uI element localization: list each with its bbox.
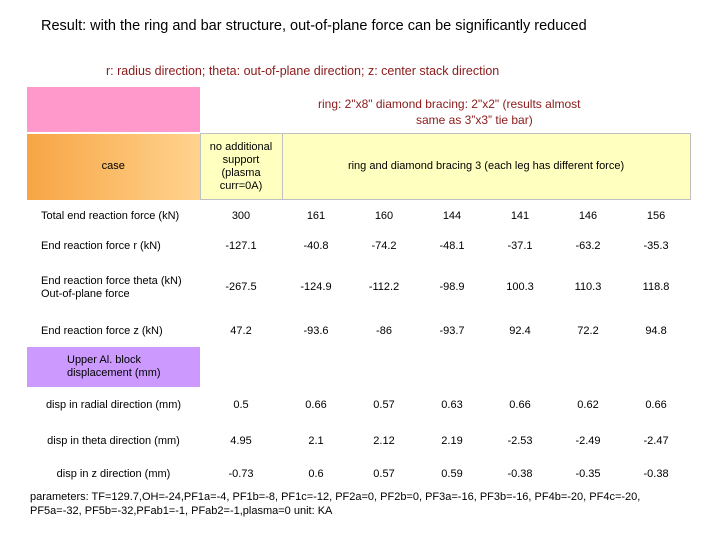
section-label: Upper Al. block displacement (mm) (27, 347, 200, 387)
row-label: End reaction force z (kN) (41, 325, 163, 337)
table-cell: 0.62 (577, 398, 599, 411)
ring-bracing-label (318, 96, 581, 128)
table-cell: -2.53 (507, 435, 533, 447)
table-cell: 144 (442, 210, 462, 223)
table-row (27, 317, 690, 347)
table-cell: -2.47 (643, 435, 669, 447)
ring-label-line-2: same as 3”x3” tie bar) (416, 113, 533, 127)
table-cell: 161 (306, 210, 326, 223)
row-label: Total end reaction force (kN) (41, 210, 180, 222)
table-cell: 4.95 (230, 435, 252, 447)
row-label: disp in radial direction (mm) (45, 398, 182, 411)
table-cell: 0.5 (233, 398, 249, 411)
table-row (27, 234, 690, 259)
table-cell: 100.3 (506, 281, 534, 293)
table-cell: 2.1 (308, 435, 324, 447)
table-cell: -93.7 (439, 325, 465, 337)
table-cell: -35.3 (643, 239, 669, 252)
table-cell: 0.66 (509, 398, 531, 411)
header-color-block (27, 87, 200, 132)
table-cell: -63.2 (575, 239, 601, 252)
section-spacer (200, 347, 690, 387)
row-label: disp in theta direction (mm) (47, 435, 180, 447)
table-row (27, 460, 690, 490)
direction-legend: r: radius direction; theta: out-of-plane direction; z: center stack direction (106, 64, 500, 78)
table-cell: 0.57 (373, 398, 395, 411)
case-header: case (27, 134, 200, 200)
table-cell: 0.66 (305, 398, 327, 411)
table-cell: -37.1 (507, 239, 533, 252)
results-table (27, 133, 691, 490)
header-row (27, 134, 690, 200)
table-cell: 118.8 (642, 281, 670, 293)
table-cell: -74.2 (371, 239, 397, 252)
table-cell: -0.38 (507, 468, 533, 480)
table-cell: -48.1 (439, 239, 465, 252)
table-cell: 0.59 (441, 468, 463, 480)
table-cell: -86 (376, 325, 392, 337)
table-cell: -112.2 (368, 281, 400, 293)
table-row (27, 200, 690, 234)
table-cell: -267.5 (225, 281, 257, 293)
table-cell: -98.9 (439, 281, 465, 293)
table-cell: 92.4 (509, 325, 531, 337)
table-cell: 110.3 (574, 281, 602, 293)
row-label: End reaction force r (kN) (41, 239, 161, 252)
table-cell: 2.12 (373, 435, 395, 447)
table-cell: -93.6 (303, 325, 329, 337)
table-cell: 47.2 (230, 325, 252, 337)
table-cell: 160 (374, 210, 394, 223)
table-row (27, 387, 690, 424)
table-cell: 2.19 (441, 435, 463, 447)
table-cell: 156 (646, 210, 666, 223)
no-support-header: no additional support (plasma curr=0A) (200, 134, 282, 200)
ring-diamond-header: ring and diamond bracing 3 (each leg has different force) (282, 134, 690, 200)
table-cell: -0.35 (575, 468, 601, 480)
slide-title: Result: with the ring and bar structure, out-of-plane force can be significantly reduced (41, 18, 587, 34)
table-cell: -0.73 (228, 468, 254, 480)
table-row (27, 424, 690, 460)
table-cell: -124.9 (300, 281, 332, 293)
table-cell: 0.66 (645, 398, 667, 411)
table-cell: 0.57 (373, 468, 395, 480)
row-label: disp in z direction (mm) (56, 468, 171, 480)
table-cell: 94.8 (645, 325, 667, 337)
parameters-note: parameters: TF=129.7,OH=-24,PF1a=-4, PF1b=-8, PF1c=-12, PF2a=0, PF2b=0, PF3a=-16, PF3b=-16, PF4b=-20, PF4c=-20, PF5a=-32, PF5b=-32,PFab1=-1, PFab2=-1,plasma=0 unit: KA (30, 491, 641, 517)
table-cell: -40.8 (303, 239, 329, 252)
table-cell: 141 (510, 210, 530, 223)
table-cell: -0.38 (643, 468, 669, 480)
table-cell: 300 (231, 210, 251, 223)
table-cell: -127.1 (225, 239, 257, 252)
row-label: End reaction force theta (kN) Out-of-plane force (41, 274, 182, 300)
table-cell: 146 (578, 210, 598, 223)
table-cell: 0.63 (441, 398, 463, 411)
ring-label-line-1: ring: 2"x8" diamond bracing: 2"x2" (results almost (318, 97, 581, 111)
table-cell: 72.2 (577, 325, 599, 337)
section-row (27, 347, 690, 387)
table-cell: 0.6 (308, 468, 324, 480)
table-row (27, 259, 690, 317)
table-cell: -2.49 (575, 435, 601, 447)
